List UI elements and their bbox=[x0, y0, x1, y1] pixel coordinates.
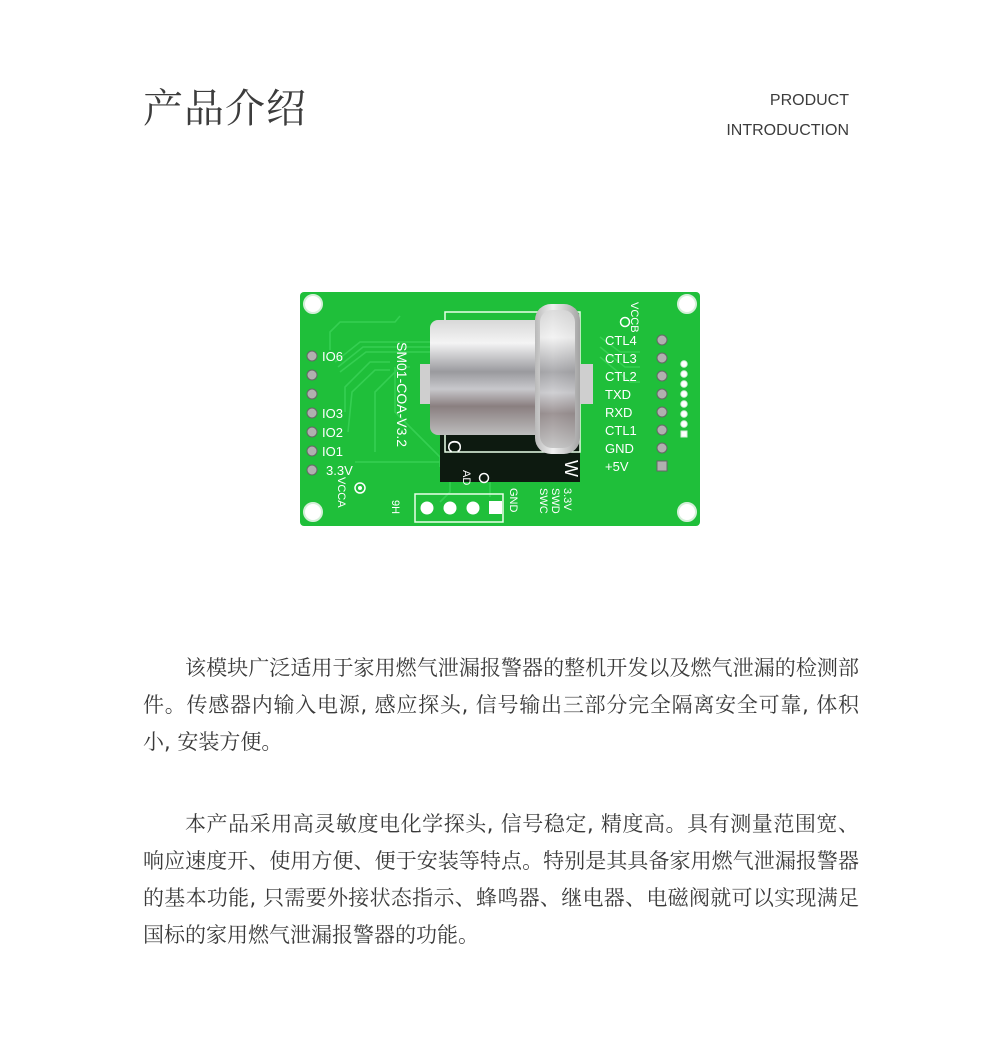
subtitle-line-2: INTRODUCTION bbox=[726, 122, 849, 139]
svg-text:TXD: TXD bbox=[605, 387, 631, 402]
svg-text:GND: GND bbox=[605, 441, 634, 456]
svg-text:C: C bbox=[444, 440, 464, 453]
svg-text:+5V: +5V bbox=[605, 459, 629, 474]
subtitle-line-1: PRODUCT bbox=[769, 92, 849, 109]
svg-text:CTL2: CTL2 bbox=[605, 369, 637, 384]
product-image bbox=[300, 292, 700, 526]
pcb-module-illustration bbox=[300, 292, 700, 526]
section-subtitle bbox=[726, 86, 849, 146]
svg-text:CTL4: CTL4 bbox=[605, 333, 637, 348]
svg-text:IO6: IO6 bbox=[322, 349, 343, 364]
svg-text:W: W bbox=[561, 460, 581, 477]
svg-text:SWC: SWC bbox=[537, 488, 549, 514]
svg-text:SWD: SWD bbox=[549, 488, 561, 514]
svg-text:GND: GND bbox=[507, 488, 519, 513]
svg-text:3.3V: 3.3V bbox=[561, 488, 573, 511]
svg-text:VCCB: VCCB bbox=[628, 302, 640, 333]
section-title bbox=[143, 84, 307, 134]
svg-text:IO2: IO2 bbox=[322, 425, 343, 440]
svg-text:3.3V: 3.3V bbox=[326, 463, 353, 478]
svg-text:IO1: IO1 bbox=[322, 444, 343, 459]
svg-text:CTL1: CTL1 bbox=[605, 423, 637, 438]
intro-paragraph-2: 本产品采用高灵敏度电化学探头, 信号稳定, 精度高。具有测量范围宽、响应速度开、使用方便、便于安装等特点。特别是其具备家用燃气泄漏报警器的基本功能, 只需要外接状态指示、蜂鸣器、继电器、电磁阀就可以实现满足国标的家用燃气泄漏报警器的功能。 bbox=[143, 812, 859, 947]
svg-text:RXD: RXD bbox=[605, 405, 633, 420]
intro-paragraph-1: 该模块广泛适用于家用燃气泄漏报警器的整机开发以及燃气泄漏的检测部件。传感器内输入电源, 感应探头, 信号输出三部分完全隔离安全可靠, 体积小, 安装方便。 bbox=[143, 656, 859, 754]
svg-text:AD: AD bbox=[460, 470, 472, 486]
svg-text:CTL3: CTL3 bbox=[605, 351, 637, 366]
svg-text:VCCA: VCCA bbox=[335, 477, 347, 508]
svg-text:9H: 9H bbox=[389, 500, 401, 515]
section-title-text: 产品介绍 bbox=[143, 86, 307, 132]
svg-text:SM01-COA-V3.2: SM01-COA-V3.2 bbox=[394, 342, 410, 448]
svg-text:IO3: IO3 bbox=[322, 406, 343, 421]
